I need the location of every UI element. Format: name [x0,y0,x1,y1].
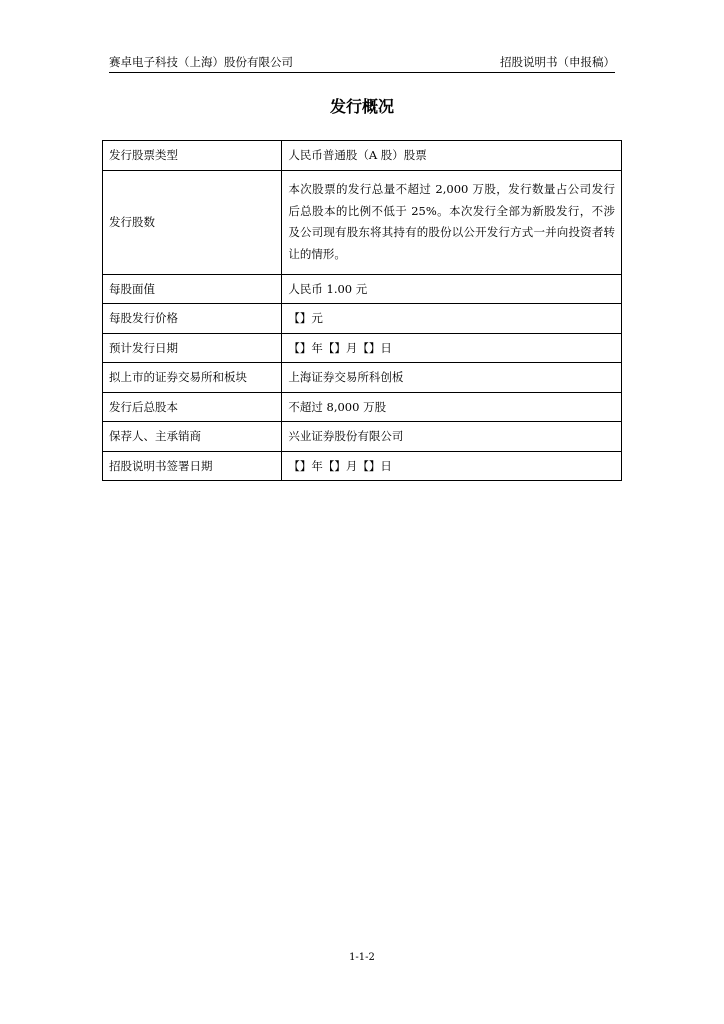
row-value: 不超过 8,000 万股 [282,392,622,422]
row-value: 【】元 [282,304,622,334]
row-label: 发行后总股本 [103,392,282,422]
row-label: 发行股票类型 [103,141,282,171]
row-label: 拟上市的证券交易所和板块 [103,363,282,393]
row-value-cell [282,170,622,274]
row-label: 每股面值 [103,274,282,304]
table-row [103,451,622,481]
row-label: 预计发行日期 [103,333,282,363]
row-value: 【】年【】月【】日 [282,451,622,481]
row-label: 发行股数 [103,170,282,274]
row-label: 保荐人、主承销商 [103,422,282,452]
row-value: 人民币 1.00 元 [282,274,622,304]
table-row [103,304,622,334]
row-value: 本次股票的发行总量不超过 2,000 万股，发行数量占公司发行后总股本的比例不低于 25%。本次发行全部为新股发行，不涉及公司现有股东将其持有的股份以公开发行方式一并向投资者转让的情形。 [288,182,615,261]
table-row [103,333,622,363]
table-row [103,170,622,274]
row-label: 每股发行价格 [103,304,282,334]
row-label: 招股说明书签署日期 [103,451,282,481]
table-row [103,422,622,452]
table-row [103,274,622,304]
page-number: 1-1-2 [349,952,375,963]
row-value: 兴业证券股份有限公司 [282,422,622,452]
row-value: 【】年【】月【】日 [282,333,622,363]
page-header [109,54,615,73]
header-document-name: 招股说明书（申报稿） [500,55,615,69]
offering-overview-table [102,140,622,481]
page-title: 发行概况 [329,97,394,116]
table-row [103,141,622,171]
row-value: 人民币普通股（A 股）股票 [282,141,622,171]
header-company-name: 赛卓电子科技（上海）股份有限公司 [109,55,293,69]
table-row [103,392,622,422]
row-value: 上海证券交易所科创板 [282,363,622,393]
table-row [103,363,622,393]
